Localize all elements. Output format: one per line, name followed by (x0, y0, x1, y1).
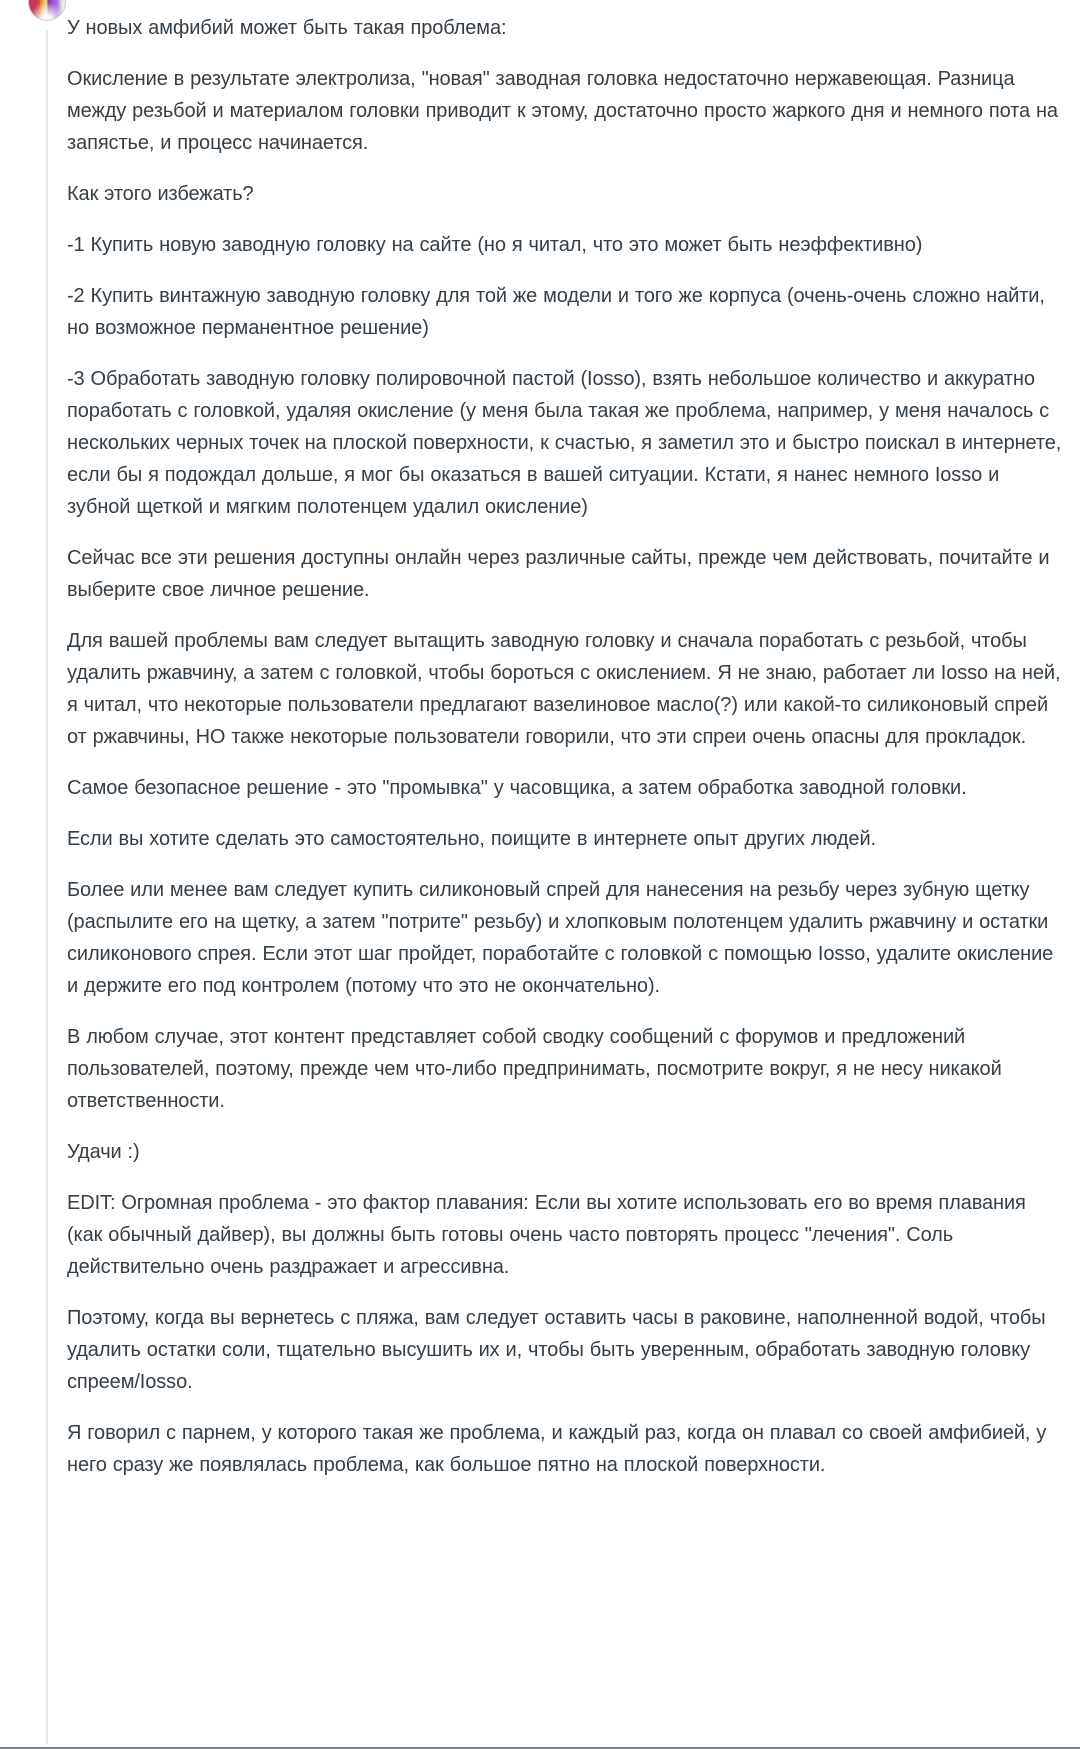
comment-paragraph: У новых амфибий может быть такая проблема: (67, 17, 507, 39)
comment-paragraph: EDIT: Огромная проблема - это фактор плавания: Если вы хотите использовать его во время плавания (как обычный дайвер), вы должны быть готовы очень часто повторять процесс "лечения". Соль действительно очень раздражает и агрессивна. (67, 1192, 1026, 1278)
comment-paragraph: Если вы хотите сделать это самостоятельно, поищите в интернете опыт других людей. (67, 828, 876, 850)
user-avatar-icon[interactable] (28, 0, 66, 21)
comment-paragraph: -1 Купить новую заводную головку на сайте (но я читал, что это может быть неэффективно) (67, 234, 923, 256)
comment-paragraph: Более или менее вам следует купить силиконовый спрей для нанесения на резьбу через зубную щетку (распылите его на щетку, а затем "потрите" резьбу) и хлопковым полотенцем удалить ржавчину и остатки силиконового спрея. Если этот шаг пройдет, поработайте с головкой с помощью Iosso, удалите окисление и держите его под контролем (потому что это не окончательно). (67, 879, 1054, 997)
comment-paragraph: Сейчас все эти решения доступны онлайн через различные сайты, прежде чем действовать, почитайте и выберите свое личное решение. (67, 547, 1050, 601)
comment-paragraph: -2 Купить винтажную заводную головку для той же модели и того же корпуса (очень-очень сложно найти, но возможное перманентное решение) (67, 285, 1045, 339)
comment-paragraph: В любом случае, этот контент представляет собой сводку сообщений с форумов и предложений пользователей, поэтому, прежде чем что-либо предпринимать, посмотрите вокруг, я не несу никакой ответственности. (67, 1026, 1002, 1112)
comment-paragraph: Окисление в результате электролиза, "новая" заводная головка недостаточно нержавеющая. Разница между резьбой и материалом головки приводит к этому, достаточно просто жаркого дня и немного пота на запястье, и процесс начинается. (67, 68, 1058, 154)
comment-paragraph: Как этого избежать? (67, 183, 254, 205)
comment-paragraph: -3 Обработать заводную головку полировочной пастой (Iosso), взять небольшое количество и аккуратно поработать с головкой, удаляя окисление (у меня была такая же проблема, например, у меня началось с нескольких черных точек на плоской поверхности, к счастью, я заметил это и быстро поискал в интернете, если бы я подождал дольше, я мог бы оказаться в вашей ситуации. Кстати, я нанес немного Iosso и зубной щеткой и мягким полотенцем удалил окисление) (67, 368, 1062, 518)
comment-paragraph: Я говорил с парнем, у которого такая же проблема, и каждый раз, когда он плавал со своей амфибией, у него сразу же появлялась проблема, как большое пятно на плоской поверхности. (67, 1422, 1047, 1476)
comment-paragraph: Удачи :) (67, 1141, 140, 1163)
comment-collapse-thread-line[interactable] (46, 30, 48, 1744)
comment-paragraph: Самое безопасное решение - это "промывка" у часовщика, а затем обработка заводной головки. (67, 777, 967, 799)
comment-body (67, 12, 1062, 1500)
comment-paragraph: Для вашей проблемы вам следует вытащить заводную головку и сначала поработать с резьбой, чтобы удалить ржавчину, а затем с головкой, чтобы бороться с окислением. Я не знаю, работает ли Iosso на ней, я читал, что некоторые пользователи предлагают вазелиновое масло(?) или какой-то силиконовый спрей от ржавчины, НО также некоторые пользователи говорили, что эти спреи очень опасны для прокладок. (67, 630, 1061, 748)
comment-paragraph: Поэтому, когда вы вернетесь с пляжа, вам следует оставить часы в раковине, наполненной водой, чтобы удалить остатки соли, тщательно высушить их и, чтобы быть уверенным, обработать заводную головку спреем/Iosso. (67, 1307, 1046, 1393)
